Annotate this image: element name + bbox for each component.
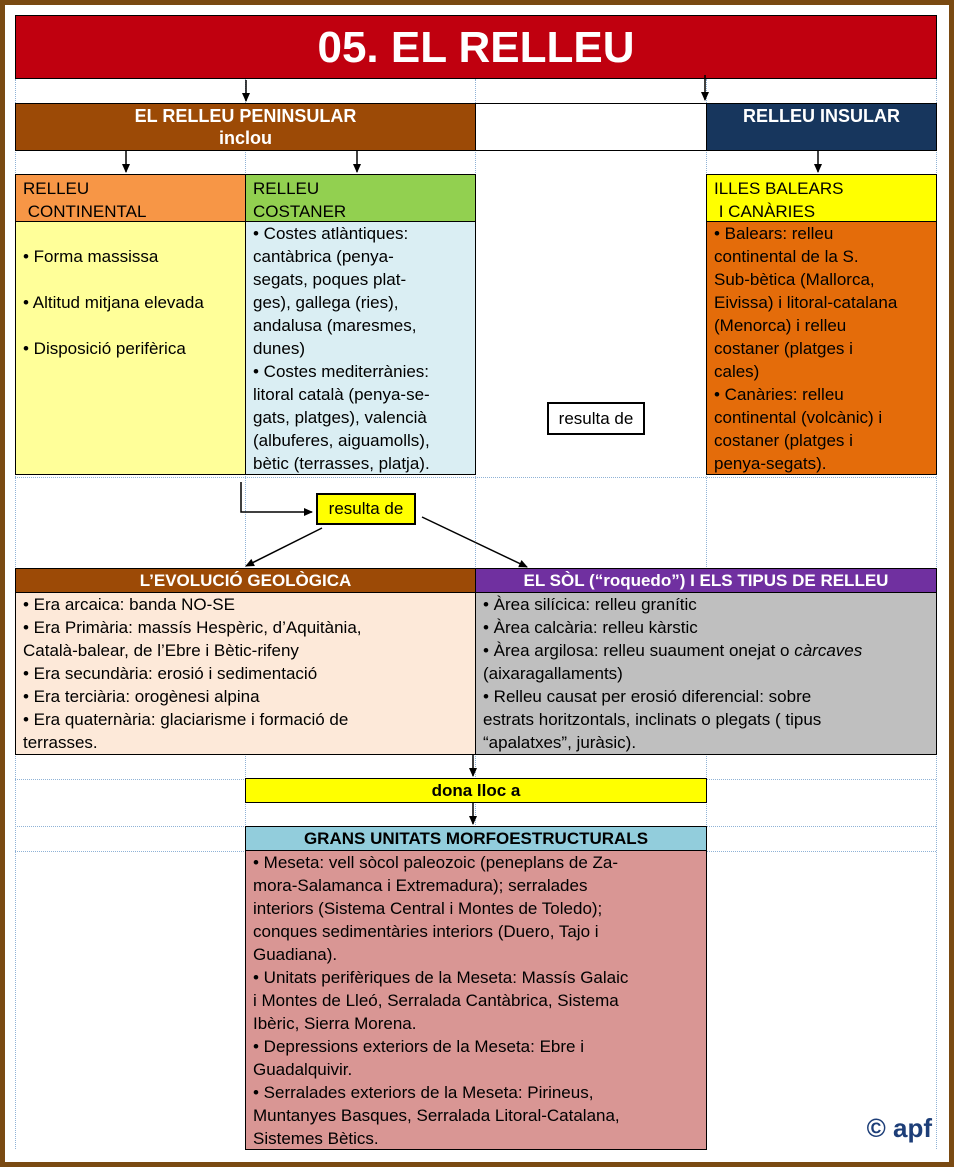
- illes-line: costaner (platges i: [714, 431, 853, 450]
- illes-line: continental (volcànic) i: [714, 408, 883, 427]
- peninsular-subtitle: inclou: [219, 128, 272, 148]
- evolucio-line: • Era Primària: massís Hespèric, d’Aquitània,: [23, 618, 362, 637]
- illes-line: • Balears: relleu: [714, 224, 834, 243]
- evolucio-line: • Era secundària: erosió i sedimentació: [23, 664, 318, 683]
- grans-line: Sistemes Bètics.: [253, 1129, 379, 1148]
- evolucio-line: Català-balear, de l’Ebre i Bètic-rifeny: [23, 641, 299, 660]
- insular-header: RELLEU INSULAR: [706, 103, 937, 151]
- sol-line-text: • Àrea argilosa: relleu suaument onejat o: [483, 641, 795, 660]
- continental-item: • Altitud mitjana elevada: [23, 293, 204, 312]
- sol-line: (aixaragallaments): [483, 664, 623, 683]
- sol-line-italic: càrcaves: [794, 641, 863, 660]
- grans-header: GRANS UNITATS MORFOESTRUCTURALS: [245, 826, 707, 851]
- arrow: [246, 528, 322, 566]
- costaner-label-line1: RELLEU: [253, 179, 320, 198]
- continental-item: • Forma massissa: [23, 247, 159, 266]
- sol-header: EL SÒL (“roquedo”) I ELS TIPUS DE RELLEU: [475, 568, 937, 593]
- grans-line: mora-Salamanca i Extremadura); serralades: [253, 876, 588, 895]
- continental-label-line1: RELLEU: [23, 179, 90, 198]
- connector-label: resulta de: [547, 402, 645, 435]
- grans-line: • Depressions exteriors de la Meseta: Ebre i: [253, 1037, 584, 1056]
- sol-line: • Àrea calcària: relleu kàrstic: [483, 618, 698, 637]
- costaner-label-line2: COSTANER: [253, 202, 347, 221]
- grans-line: interiors (Sistema Central i Montes de Toledo);: [253, 899, 603, 918]
- evolucio-line: • Era arcaica: banda NO-SE: [23, 595, 235, 614]
- illes-line: continental de la S.: [714, 247, 859, 266]
- evolucio-line: terrasses.: [23, 733, 98, 752]
- costaner-line: bètic (terrasses, platja).: [253, 454, 430, 473]
- sol-line: “apalatxes”, juràsic).: [483, 733, 637, 752]
- illes-line: (Menorca) i relleu: [714, 316, 847, 335]
- grans-line: Ibèric, Sierra Morena.: [253, 1014, 417, 1033]
- dona-lloc-label: dona lloc a: [245, 778, 707, 803]
- arrow: [422, 517, 527, 567]
- grans-line: Muntanyes Basques, Serralada Litoral-Catalana,: [253, 1106, 620, 1125]
- illes-line: • Canàries: relleu: [714, 385, 844, 404]
- evolucio-line: • Era quaternària: glaciarisme i formació de: [23, 710, 349, 729]
- evolucio-header: L’EVOLUCIÓ GEOLÒGICA: [15, 568, 476, 593]
- grans-line: Guadiana).: [253, 945, 338, 964]
- costaner-line: litoral català (penya-se-: [253, 385, 430, 404]
- illes-line: Sub-bètica (Mallorca,: [714, 270, 875, 289]
- costaner-line: • Costes atlàntiques:: [253, 224, 409, 243]
- continental-item: • Disposició perifèrica: [23, 339, 186, 358]
- connector-label: resulta de: [316, 493, 416, 525]
- costaner-line: cantàbrica (penya-: [253, 247, 394, 266]
- illes-label-line1: ILLES BALEARS: [714, 179, 844, 198]
- illes-line: cales): [714, 362, 760, 381]
- arrow: [241, 482, 312, 512]
- illes-line: Eivissa) i litoral-catalana: [714, 293, 898, 312]
- sol-line: estrats horitzontals, inclinats o plegats ( tipus: [483, 710, 822, 729]
- costaner-line: • Costes mediterrànies:: [253, 362, 430, 381]
- peninsular-title: EL RELLEU PENINSULAR: [134, 106, 357, 126]
- copyright-label: © apf: [866, 1113, 932, 1143]
- sol-line: • Àrea silícica: relleu granític: [483, 595, 697, 614]
- costaner-line: gats, platges), valencià: [253, 408, 427, 427]
- costaner-line: segats, poques plat-: [253, 270, 407, 289]
- grans-line: i Montes de Lleó, Serralada Cantàbrica, Sistema: [253, 991, 619, 1010]
- page-title: 05. EL RELLEU: [15, 15, 937, 79]
- continental-label-line2: CONTINENTAL: [23, 202, 147, 221]
- costaner-line: ges), gallega (ries),: [253, 293, 399, 312]
- costaner-line: andalusa (maresmes,: [253, 316, 417, 335]
- costaner-line: (albuferes, aiguamolls),: [253, 431, 430, 450]
- evolucio-line: • Era terciària: orogènesi alpina: [23, 687, 260, 706]
- illes-label-line2: I CANÀRIES: [714, 202, 816, 221]
- grans-line: Guadalquivir.: [253, 1060, 353, 1079]
- illes-line: costaner (platges i: [714, 339, 853, 358]
- sol-line: • Relleu causat per erosió diferencial: sobre: [483, 687, 812, 706]
- illes-line: penya-segats).: [714, 454, 827, 473]
- grans-line: • Serralades exteriors de la Meseta: Pirineus,: [253, 1083, 594, 1102]
- grans-line: conques sedimentàries interiors (Duero, Tajo i: [253, 922, 599, 941]
- grans-line: • Meseta: vell sòcol paleozoic (peneplans de Za-: [253, 853, 619, 872]
- costaner-line: dunes): [253, 339, 305, 358]
- grans-line: • Unitats perifèriques de la Meseta: Massís Galaic: [253, 968, 629, 987]
